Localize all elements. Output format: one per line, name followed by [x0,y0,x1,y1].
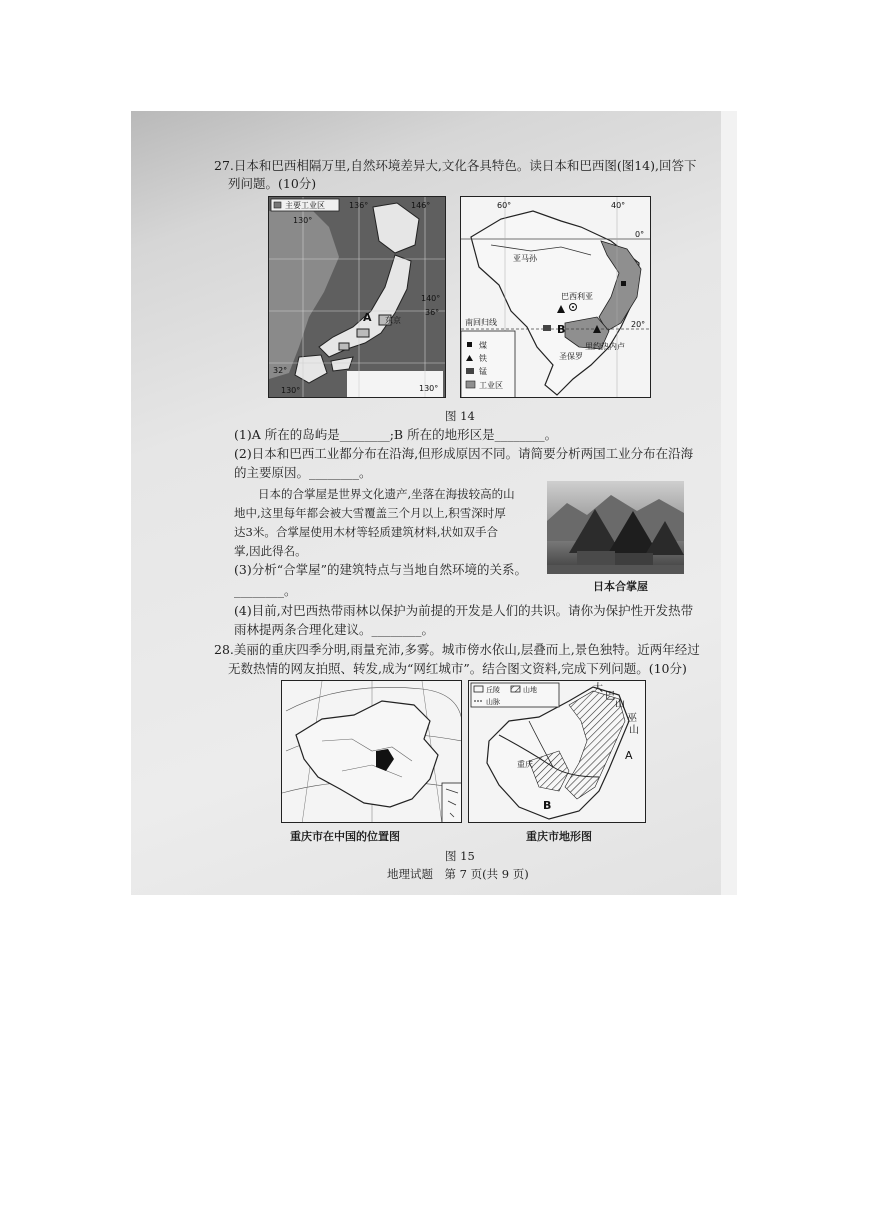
brazil-tropic: 南回归线 [465,318,497,327]
brazil-lat-20: 20° [631,320,646,329]
japan-map-svg [269,197,446,398]
passage-line3: 达3米。合掌屋使用木材等轻质建筑材料,状如双手合 [234,525,498,539]
terrain-legend-mountains: 山地 [523,686,537,694]
terrain-label-b: B [543,799,552,812]
terrain-label-ba: 巴 [605,691,615,702]
brazil-label-b: B [557,323,566,336]
japan-label-a: A [363,311,372,324]
page-footer: 地理试题 第 7 页(共 9 页) [387,867,529,881]
brazil-brasilia: 巴西利亚 [561,292,593,301]
figure-14-label: 图 14 [445,409,475,423]
sheet-edge [721,111,737,895]
q27-stem-line1: 27.日本和巴西相隔万里,自然环境差异大,文化各具特色。读日本和巴西图(图14),回答下 [214,158,697,173]
brazil-saopaulo: 圣保罗 [559,352,583,361]
chongqing-terrain-map [468,680,646,823]
terrain-legend-ridge: 山脉 [486,698,500,706]
passage-line4: 掌,因此得名。 [234,544,307,558]
japan-lon-130c: 130° [419,384,439,393]
japan-lat-36: 36° [425,308,440,317]
japan-lon-146: 146° [411,201,431,210]
q27-question-2-line2: 的主要原因。________。 [234,465,372,480]
q27-question-1: (1)A 所在的岛屿是________;B 所在的地形区是________。 [234,427,558,442]
q27-stem-line2: 列问题。(10分) [228,176,317,191]
caption-china-location: 重庆市在中国的位置图 [290,830,400,843]
brazil-legend-industry: 工业区 [479,381,503,390]
china-location-svg [282,681,462,823]
photo-caption: 日本合掌屋 [593,580,648,593]
terrain-label-a: A [625,749,633,762]
q27-question-3-line2: ________。 [234,583,297,598]
q28-stem-line1: 28.美丽的重庆四季分明,雨量充沛,多雾。城市傍水依山,层叠而上,景色独特。近两年经过 [214,642,700,657]
japan-lat-32: 32° [273,366,288,375]
terrain-label-da: 大 [593,683,603,694]
brazil-legend-iron: 铁 [479,354,487,363]
brazil-lon-40: 40° [611,201,626,210]
q28-stem-line2: 无数热情的网友拍照、转发,成为“网红城市”。结合图文资料,完成下列问题。(10分) [228,661,687,676]
japan-label-tokyo: 东京 [385,316,401,325]
china-location-map [281,680,462,823]
passage-line2: 地中,这里每年都会被大雪覆盖三个月以上,积雪深时厚 [234,506,506,520]
chongqing-terrain-svg [469,681,646,823]
japan-lon-130b: 130° [281,386,301,395]
brazil-map-svg [461,197,651,398]
passage-line1: 日本的合掌屋是世界文化遗产,坐落在海拔较高的山 [258,487,515,501]
gassho-house-photo [547,481,684,574]
japan-legend: 主要工业区 [285,201,325,210]
terrain-label-shan: 山 [615,699,625,710]
japan-map [268,196,446,398]
q27-question-4-line2: 雨林提两条合理化建议。________。 [234,622,435,637]
brazil-map [460,196,651,398]
terrain-label-chongqing: 重庆 [517,760,533,769]
brazil-legend-coal: 煤 [479,341,487,350]
brazil-amazon: 亚马孙 [513,254,537,263]
terrain-label-shan2: 山 [629,725,639,736]
brazil-rio: 里约热内卢 [585,342,625,351]
brazil-lon-60: 60° [497,201,512,210]
q27-question-4-line1: (4)目前,对巴西热带雨林以保护为前提的开发是人们的共识。请你为保护性开发热带 [234,603,694,618]
japan-lon-136: 136° [349,201,369,210]
terrain-legend-hills: 丘陵 [486,686,500,694]
japan-lon-130: 130° [293,216,313,225]
caption-chongqing-terrain: 重庆市地形图 [526,830,592,843]
brazil-legend-manganese: 锰 [479,367,487,376]
q27-question-3-line1: (3)分析“合掌屋”的建筑特点与当地自然环境的关系。 [234,562,527,577]
brazil-lat-0: 0° [635,230,645,239]
japan-lon-140: 140° [421,294,441,303]
q27-question-2-line1: (2)日本和巴西工业都分布在沿海,但形成原因不同。请简要分析两国工业分布在沿海 [234,446,694,461]
gassho-house-svg [547,481,684,574]
figure-15-label: 图 15 [445,849,475,863]
terrain-label-wu: 巫 [627,713,637,724]
